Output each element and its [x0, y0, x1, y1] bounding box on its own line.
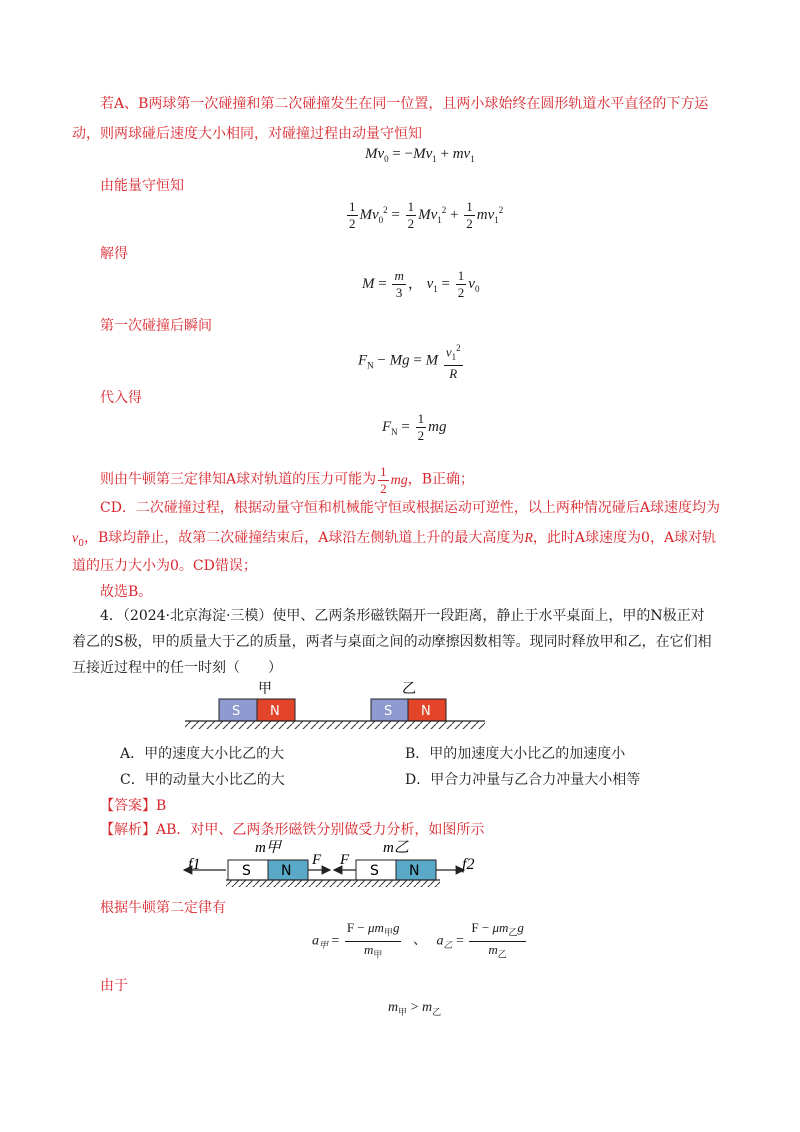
text-fragment: ，B球均静止，故第二次碰撞结束后，A球沿左侧轨道上升的最大高度为 — [83, 530, 525, 546]
n-label: N — [409, 863, 420, 879]
n-label: N — [421, 704, 431, 719]
inline-fraction: $\frac{1}{2}$ mg — [380, 464, 408, 496]
force-diagram — [178, 836, 488, 892]
label-F: F — [312, 852, 322, 868]
text-line: 由能量守恒知 — [100, 178, 184, 194]
equation-mass-compare: $m_甲 > m_乙$ — [388, 1000, 442, 1017]
question-line: 着乙的S极，甲的质量大于乙的质量，两者与桌面之间的动摩擦因数相等。现同时释放甲和乙，在它们相 — [72, 634, 712, 650]
s-label: S — [232, 704, 241, 719]
equation-first-collision: $F_N - Mg = M$ $\frac{v_1^2}{R}$ — [358, 340, 465, 382]
label-F: F — [340, 852, 350, 868]
label-f1: f1 — [188, 856, 201, 873]
text-line: 故选B。 — [100, 584, 153, 600]
text-line: 根据牛顿第二定律有 — [100, 900, 226, 916]
s-label: S — [242, 863, 251, 879]
option-a: A．甲的速度大小比乙的大 — [120, 746, 285, 762]
s-label: S — [370, 863, 379, 879]
equation-normal-force: $F_N$ = $\frac{1}{2}$ mg — [382, 411, 447, 443]
option-c: C．甲的动量大小比乙的大 — [120, 772, 285, 788]
answer-value: B — [156, 798, 167, 814]
answer-line — [100, 796, 166, 816]
equation-solution: M = $\frac{m}{3}$ ， $v_1$ = $\frac{1}{2}$ $v_0$ — [362, 268, 480, 300]
option-b: B．甲的加速度大小比乙的加速度小 — [405, 746, 626, 762]
text-fragment: ，B正确； — [407, 471, 475, 488]
answer-label: 【答案】 — [100, 798, 156, 814]
n-label: N — [281, 863, 292, 879]
label-f2: f2 — [462, 856, 475, 873]
text-line: 若A、B两球第一次碰撞和第二次碰撞发生在同一位置，且两小球始终在圆形轨道水平直径的下方运 — [100, 96, 709, 112]
analysis-label: 【解析】 — [100, 822, 156, 838]
text-fragment: 则由牛顿第三定律知A球对轨道的压力可能为 — [100, 471, 377, 488]
s-label: S — [384, 704, 393, 719]
text-line — [100, 464, 474, 497]
label-yi: 乙 — [402, 681, 416, 697]
analysis-text: AB．对甲、乙两条形磁铁分别做受力分析，如图所示 — [156, 822, 485, 838]
option-d: D．甲合力冲量与乙合力冲量大小相等 — [405, 772, 641, 788]
text-line: 第一次碰撞后瞬间 — [100, 318, 212, 334]
separator: 、 — [412, 933, 427, 949]
equation-momentum: $Mv_0 = -Mv_1 + mv_1$ — [365, 146, 475, 164]
label-jia: 甲 — [258, 681, 272, 697]
question-line: 4．（2024·北京海淀·三模）使甲、乙两条形磁铁隔开一段距离，静止于水平桌面上，甲的N极正对 — [100, 608, 705, 624]
table-hatch — [226, 880, 440, 887]
table-hatch — [185, 721, 485, 729]
text-line: 代入得 — [100, 390, 142, 406]
question-line: 互接近过程中的任一时刻（ ） — [72, 660, 282, 676]
equation-accelerations: $a_甲$ = $\frac{F - \mu m_甲g}{m_甲}$ 、 $a_乙$ = $\frac{F - \mu m_乙g}{m_乙}$ — [312, 920, 524, 960]
label-m-yi: m乙 — [383, 840, 409, 856]
magnets-diagram — [180, 676, 490, 736]
text-line: 解得 — [100, 246, 128, 262]
text-line: 道的压力大小为0。CD错误； — [72, 558, 257, 574]
equation-energy: $\frac{1}{2}$ $Mv_0^2$ = $\frac{1}{2}$ $Mv_1^2$ + $\frac{1}{2}$ $mv_1^2$ — [349, 199, 504, 231]
text-line: $v_0$，B球均静止，故第二次碰撞结束后，A球沿左侧轨道上升的最大高度为R，此时A球速度为0，A球对轨 — [72, 530, 717, 549]
text-fragment: ，此时A球速度为0，A球对轨 — [532, 530, 717, 546]
n-label: N — [270, 704, 280, 719]
label-m-jia: m甲 — [255, 840, 281, 856]
text-line: 动，则两球碰后速度大小相同，对碰撞过程由动量守恒知 — [72, 126, 422, 142]
text-line: 由于 — [100, 978, 128, 994]
text-line: CD．二次碰撞过程，根据动量守恒和机械能守恒或根据运动可逆性，以上两种情况碰后A球速度均为 — [100, 500, 721, 516]
